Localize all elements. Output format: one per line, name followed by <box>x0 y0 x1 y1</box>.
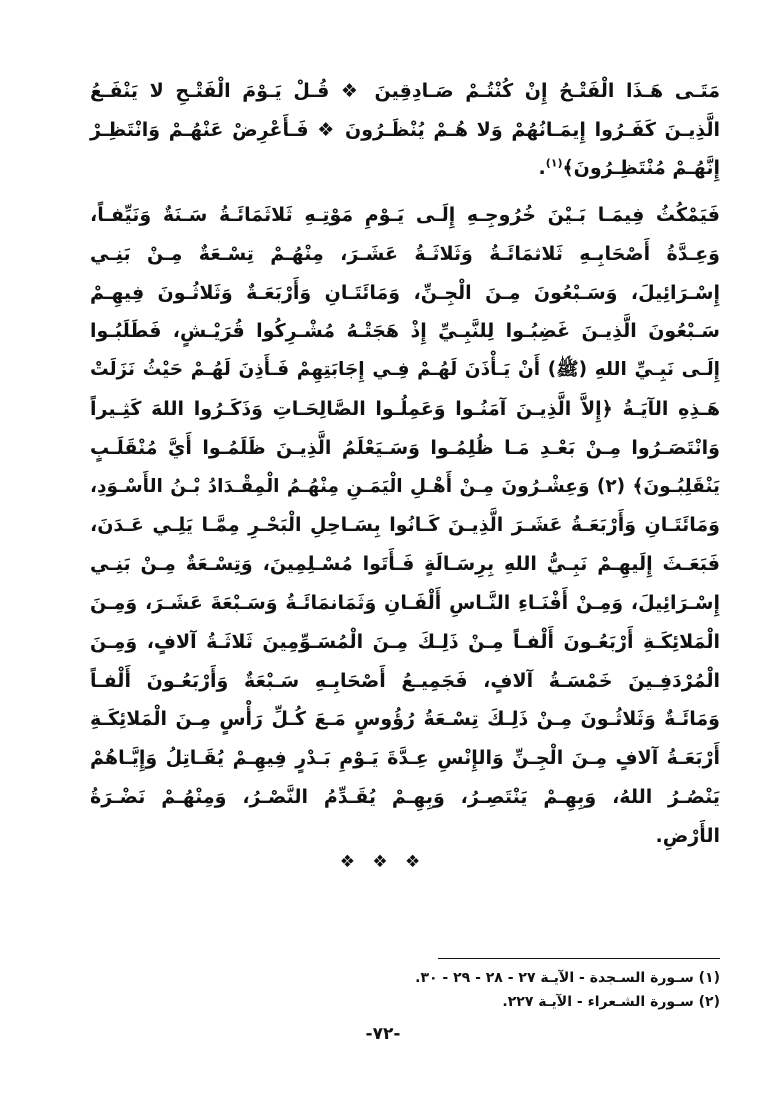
text-line: فَبَعَـثَ إِلَيهِـمْ نَبِـيُّ اللهِ بِرِسَـالَةٍ فَـأَتَوا مُسْـلِمِينَ، وَتِسْـعَةٌ مِـنْ بَنِـي <box>90 553 720 576</box>
text-line: يَنْقَلِبُـونَ﴾ (٢) وَعِشْـرُونَ مِـنْ أَهْـلِ الْيَمَـنِ مِنْهُـمُ الْمِقْـدَادُ بْـنُ الأَسْـوَدِ، <box>90 475 720 497</box>
text-line-last: الأَرْضِ. <box>655 824 720 847</box>
text-line: وَمَائَتَـانِ وَأَرْبَعَـةُ عَشَـرَ الَّذِيـنَ كَـانُوا بِسَـاحِلِ الْبَحْـرِ مِمَّـا يَلِـي عَـدَنَ، <box>90 514 720 537</box>
text-line: الْمُرْدَفِـينَ خَمْسَـةُ آلافٍ، فَجَمِيـعُ أَصْحَابِـهِ سَـبْعَةٌ وَأَرْبَعُـونَ أَلْفـاً <box>90 669 720 692</box>
text-line: إِلَـى نَبِـيِّ اللهِ (ﷺ) أَنْ يَـأْذَنَ لَهُـمْ فِـي إِجَابَتِهِمْ فَـأَذِنَ لَهُـمْ حَيْثُ نَزَلَتْ <box>90 359 720 381</box>
text-line: أَرْبَعَـةُ آلافٍ مِـنَ الْجِـنِّ وَالإِنْسِ عِـدَّةَ يَـوْمِ بَـدْرٍ فِيهِـمْ يُقَـاتِلُ وَإِيَّـاهُمْ <box>90 747 720 770</box>
text-line: هَـذِهِ الآيَـةُ ﴿إِلاَّ الَّذِيـنَ آمَنُـوا وَعَمِلُـوا الصَّالِحَـاتِ وَذَكَـرُوا اللهَ كَثِـيراً <box>90 397 720 420</box>
text-line: مَتَـى هَـذَا الْفَتْـحُ إِنْ كُنْتُـمْ صَـادِقِينَ ❖ قُـلْ يَـوْمَ الْفَتْـحِ لا يَنْفَـعُ <box>90 80 720 102</box>
page-number: -٧٢- <box>365 1024 401 1044</box>
footnote-reference-1: (١) <box>545 157 563 171</box>
text-line: إِسْـرَائِيلَ، وَمِـنْ أَفْنَـاءِ النَّـاسِ أَلْفَـانِ وَثَمَانمَائَـةُ وَسَـبْعَةَ عَشَـرَ، وَمِـنَ <box>90 591 720 614</box>
text-line-content: إِنَّهُـمْ مُنْتَظِـرُونَ﴾ <box>562 157 720 180</box>
text-line: الْمَلائِكَـةِ أَرْبَعُـونَ أَلْفـاً مِـنْ ذَلِـكَ مِـنَ الْمُسَـوِّمِينَ ثَلاثَـةُ آلافٍ، وَمِـنَ <box>90 630 720 653</box>
text-line: وَمَائَـةٌ وَثَلاثُـونَ مِـنْ ذَلِـكَ تِسْـعَةُ رُؤُوسٍ مَـعَ كُـلِّ رَأْسٍ مِـنَ الْمَلائِكَـةِ <box>90 708 720 731</box>
footnote-divider <box>438 958 720 959</box>
text-line: وَعِـدَّةُ أَصْحَابِـهِ ثَلاثمَائَـةُ وَثَلاثَـةُ عَشَـرَ، مِنْهُـمْ تِسْـعَةٌ مِـنْ بَنِـي <box>90 242 720 265</box>
text-line-last <box>90 149 720 188</box>
text-line: سَـبْعُونَ الَّذِيـنَ غَضِبُـوا لِلنَّبِـيِّ إِذْ هَجَتْـهُ مُشْـرِكُوا قُرَيْـشٍ، فَطَلَبُـوا <box>90 320 720 343</box>
text-line: وَانْتَصَـرُوا مِـنْ بَعْـدِ مَـا ظُلِمُـوا وَسَـيَعْلَمُ الَّذِيـنَ ظَلَمُـوا أَيَّ مُنْقَلَـبٍ <box>90 436 720 459</box>
paragraph-quran-verse <box>90 72 720 188</box>
text-line: الَّذِيـنَ كَفَـرُوا إِيمَـانُهُمْ وَلا هُـمْ يُنْظَـرُونَ ❖ فَـأَعْرِضْ عَنْهُـمْ وَانْتَظِـرْ <box>90 118 720 141</box>
paragraph-main <box>90 196 720 856</box>
line-end-mark: . <box>538 157 546 180</box>
text-line: يَنْصُـرُ اللهُ، وَبِهِـمْ يَنْتَصِـرُ، وَبِهِـمْ يُقَـدِّمُ النَّصْـرُ، وَمِنْهُـمْ نَضْـرَةُ <box>90 785 720 808</box>
footnote-2: (٢) سـورة الشـعراء - الآيـة ٢٢٧. <box>502 994 720 1010</box>
section-separator-ornament: ❖ ❖ ❖ <box>339 852 427 872</box>
footnote-1: (١) سـورة السـجدة - الآيـة ٢٧ - ٢٨ - ٢٩ - ٣٠. <box>415 970 720 986</box>
text-line: إِسْـرَائِيلَ، وَسَـبْعُونَ مِـنَ الْجِـنِّ، وَمَائَتَـانِ وَأَرْبَعَـةٌ وَثَلاثُـونَ فِيهِـمْ <box>90 281 720 304</box>
text-line: فَيَمْكُثُ فِيمَـا بَـيْنَ خُرُوجِـهِ إِلَـى يَـوْمِ مَوْتِـهِ ثَلاثَمَائَـةُ سَـنَةٌ وَنَيِّفـاً، <box>90 204 720 226</box>
footnotes <box>300 966 720 1014</box>
